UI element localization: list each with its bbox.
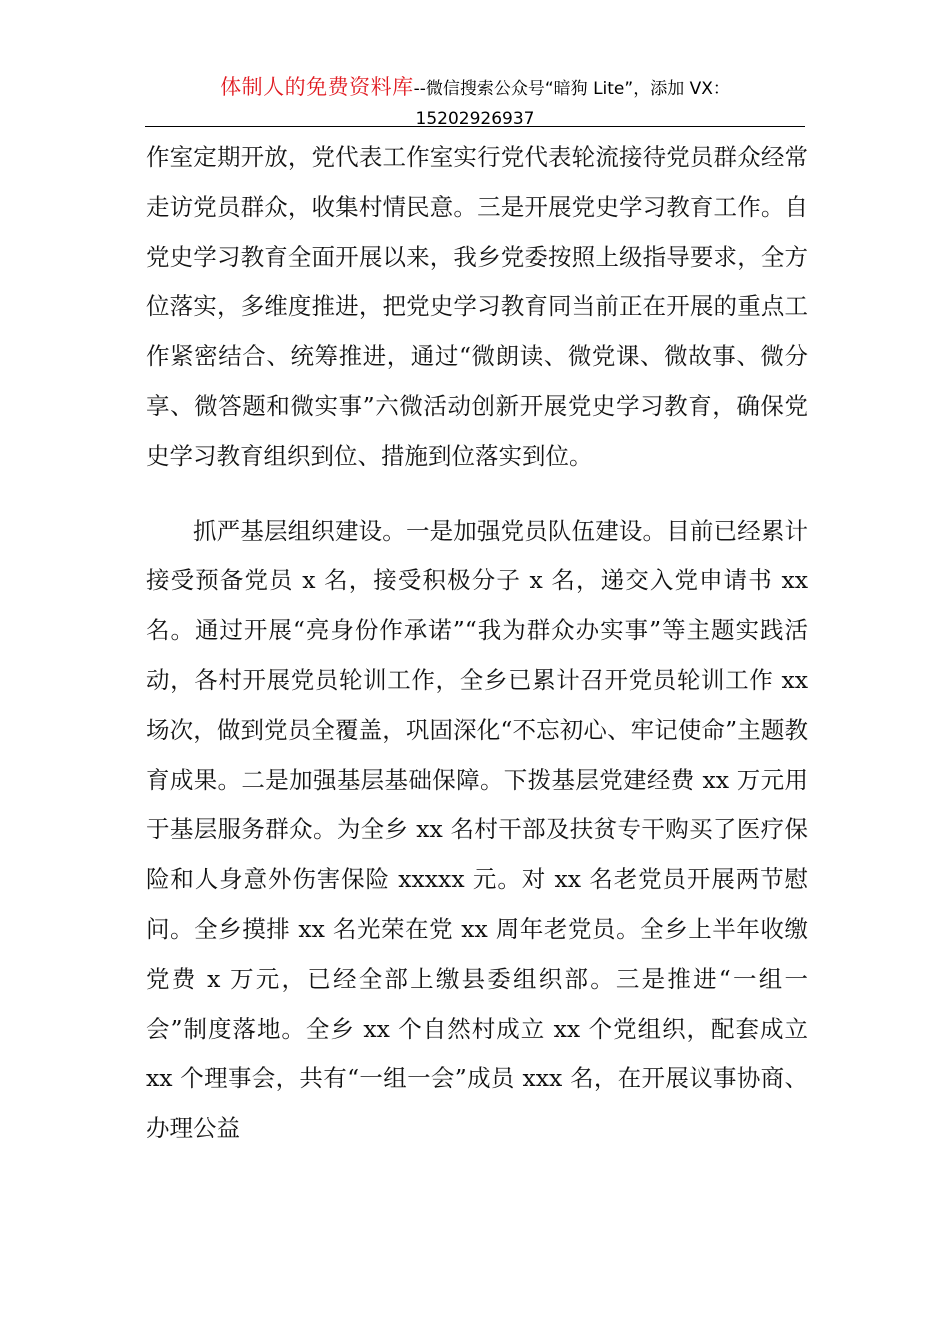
header-phone: 15202926937 — [415, 109, 535, 129]
header-tagline: --微信搜索公众号“暗狗 Lite”，添加 VX： — [413, 79, 730, 99]
body-paragraph-2: 抓严基层组织建设。一是加强党员队伍建设。目前已经累计接受预备党员 x 名，接受积极分子 x 名，递交入党申请书 xx 名。通过开展“亮身份作承诺”“我为群众办实事”等主题实践活动，各村开展党员轮训工作，全乡已累计召开党员轮训工作 xx 场次，做到党员全覆盖，巩固深化“不忘初心、牢记使命”主题教育成果。二是加强基层基础保障。下拨基层党建经费 xx 万元用于基层服务群众。为全乡 xx 名村干部及扶贫专干购买了医疗保险和人身意外伤害保险 xxxxx 元。对 xx 名老党员开展两节慰问。全乡摸排 xx 名光荣在党 xx 周年老党员。全乡上半年收缴党费 x 万元，已经全部上缴县委组织部。三是推进“一组一会”制度落地。全乡 xx 个自然村成立 xx 个党组织，配套成立 xx 个理事会，共有“一组一会”成员 xxx 名，在开展议事协商、办理公益 — [146, 516, 808, 1143]
document-body — [146, 133, 808, 1154]
body-paragraph-1: 作室定期开放，党代表工作室实行党代表轮流接待党员群众经常走访党员群众，收集村情民意。三是开展党史学习教育工作。自党史学习教育全面开展以来，我乡党委按照上级指导要求，全方位落实，多维度推进，把党史学习教育同当前正在开展的重点工作紧密结合、统筹推进，通过“微朗读、微党课、微故事、微分享、微答题和微实事”六微活动创新开展党史学习教育，确保党史学习教育组织到位、措施到位落实到位。 — [146, 143, 808, 470]
page-header — [145, 72, 805, 134]
header-brand: 体制人的免费资料库 — [220, 75, 414, 99]
header-divider — [145, 126, 805, 127]
